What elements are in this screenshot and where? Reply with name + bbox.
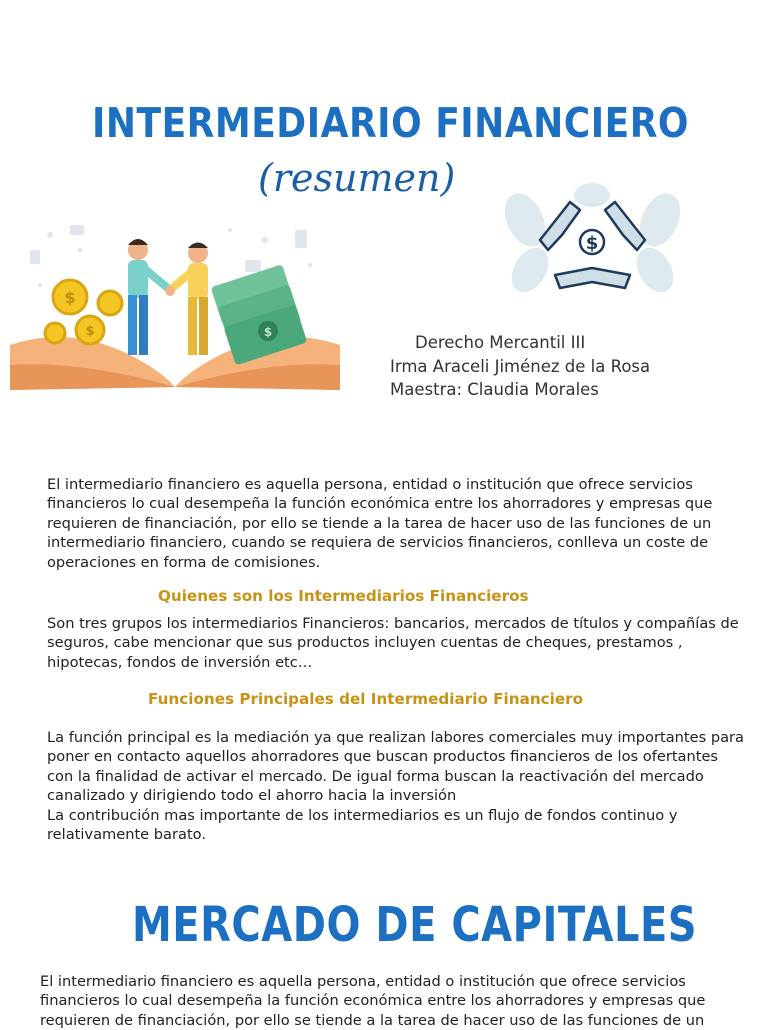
funciones-paragraph [47,728,747,844]
quienes-text: Son tres grupos los intermediarios Financieros: bancarios, mercados de títulos y compañías de seguros, cabe mencionar que sus productos incluyen cuentas de cheques, prestamos , hipotecas, fondos de inversión etc… [47,615,739,671]
teacher-name: Maestra: Claudia Morales [390,380,599,399]
quienes-paragraph [47,614,747,672]
svg-text:$: $ [585,233,599,254]
handshake-money-illustration [10,215,340,390]
section-heading-funciones: Funciones Principales del Intermediario Financiero [148,690,584,708]
funciones-text-2: La contribución mas importante de los intermediarios es un flujo de fondos continuo y relativamente barato. [47,806,678,844]
intro-paragraph [47,475,747,572]
svg-text:$: $ [64,288,76,307]
page-subtitle: (resumen) [258,156,456,200]
intro-text: El intermediario financiero es aquella persona, entidad o institución que ofrece servicios financieros lo cual desempeña la función económica entre los ahorradores y empresas que requieren de financiación, por ello se tiende a la tarea de hacer uso de las funciones de un intermediario financiero, cuando se requiera de servicios financieros, conlleva un coste de operaciones en forma de comisiones. [47,476,713,571]
section-title-mercado: MERCADO DE CAPITALES [132,898,698,954]
page-title: INTERMEDIARIO FINANCIERO [92,100,690,148]
section-heading-quienes: Quienes son los Intermediarios Financieros [158,587,529,605]
hands-dollar-icon [500,180,685,300]
svg-text:$: $ [85,324,95,339]
course-name: Derecho Mercantil III [415,333,586,352]
svg-text:$: $ [263,325,273,339]
funciones-text-1: La función principal es la mediación ya que realizan labores comerciales muy importantes para poner en contacto aquellos ahorradores que buscan productos financieros de los ofertantes con la finalidad de activar el mercado. De igual forma buscan la reactivación del mercado canalizado y dirigiendo todo el ahorro hacia la inversión [47,729,744,805]
author-name: Irma Araceli Jiménez de la Rosa [390,357,651,376]
mercado-text: El intermediario financiero es aquella persona, entidad o institución que ofrece servicios financieros lo cual desempeña la función económica entre los ahorradores y empresas que requieren de financiación, por ello se tiende a la tarea de hacer uso de las funciones de un [40,973,706,1029]
mercado-paragraph [40,972,755,1030]
